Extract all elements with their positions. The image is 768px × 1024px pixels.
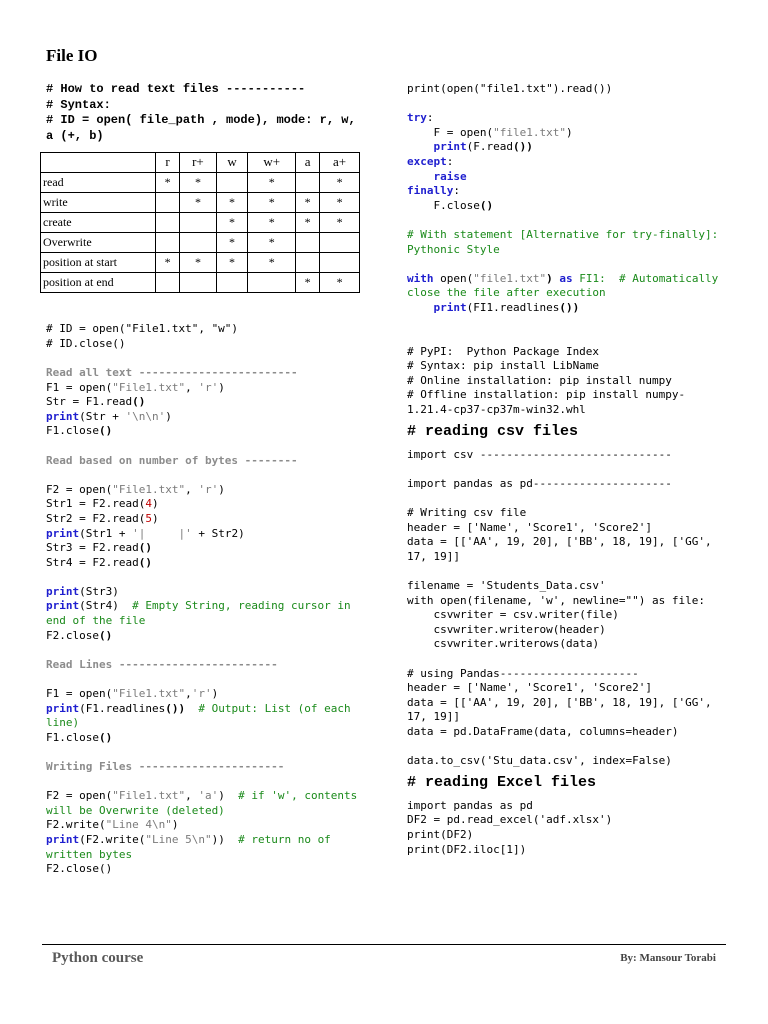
table-cell: * <box>180 253 217 273</box>
code-line: F2.write("Line 4\n") <box>46 818 179 832</box>
code-line: DF2 = pd.read_excel('adf.xlsx') <box>407 813 613 827</box>
section-read-bytes: Read based on number of bytes -------- <box>46 453 298 467</box>
code-line: Str4 = F2.read() <box>46 555 152 569</box>
footer-divider <box>42 944 726 945</box>
code-line: F1 = open("File1.txt",'r') <box>46 687 219 701</box>
table-cell: * <box>156 173 180 193</box>
row-label: write <box>41 193 156 213</box>
code-line: F1 = open("File1.txt", 'r') <box>46 380 225 394</box>
table-row <box>41 233 360 253</box>
table-cell: * <box>296 213 320 233</box>
table-cell: * <box>180 193 217 213</box>
table-cell <box>296 233 320 253</box>
table-row <box>41 213 360 233</box>
table-cell <box>180 233 217 253</box>
row-label: read <box>41 173 156 193</box>
code-line: finally: <box>407 184 460 198</box>
table-cell <box>320 233 360 253</box>
code-line: print(DF2.iloc[1]) <box>407 842 527 856</box>
table-cell: * <box>216 253 248 273</box>
code-line: Str = F1.read() <box>46 395 146 409</box>
table-header-row <box>41 153 360 173</box>
code-line: csvwriter.writerows(data) <box>407 637 600 651</box>
code-line: data = [['AA', 19, 20], ['BB', 18, 19], ['GG', 17, 19]] <box>407 695 719 724</box>
table-row <box>41 253 360 273</box>
footer-author: By: Mansour Torabi <box>620 952 716 964</box>
table-cell <box>296 173 320 193</box>
table-cell <box>156 273 180 293</box>
table-cell: * <box>320 273 360 293</box>
code-line: # ID = open("File1.txt", "w") <box>46 322 239 336</box>
table-header-cell: w+ <box>248 153 296 173</box>
code-line: print(F.read()) <box>433 140 533 154</box>
code-line: F2.close() <box>46 628 113 642</box>
table-cell <box>216 173 248 193</box>
heading-reading-excel: # reading Excel files <box>407 773 597 791</box>
code-line: print(F1.readlines()) # Output: List (of each line) <box>46 701 358 730</box>
open-syntax-comment: # ID = open( file_path , mode), mode: r, w, a (+, b) <box>46 113 363 143</box>
syntax-comment: # Syntax: <box>46 97 111 112</box>
table-cell: * <box>248 173 296 193</box>
table-cell: * <box>248 233 296 253</box>
section-writing-files: Writing Files ---------------------- <box>46 760 285 773</box>
table-cell <box>216 273 248 293</box>
table-cell: * <box>248 253 296 273</box>
section-read-lines: Read Lines ------------------------ <box>46 657 278 671</box>
code-line: raise <box>433 169 467 183</box>
table-cell: * <box>320 213 360 233</box>
table-cell: * <box>248 213 296 233</box>
table-cell: * <box>248 193 296 213</box>
file-modes-table <box>40 152 360 293</box>
code-line: print(DF2) <box>407 827 474 841</box>
left-column <box>43 82 364 877</box>
code-line: with open(filename, 'w', newline="") as file: <box>407 593 706 607</box>
code-line: # Writing csv file <box>407 506 527 520</box>
code-line: filename = 'Students_Data.csv' <box>407 579 606 592</box>
code-line: with open("file1.txt") as FI1: # Automatically close the file after execution <box>407 271 725 300</box>
code-line: header = ['Name', 'Score1', 'Score2'] <box>407 681 653 695</box>
code-line: data = [['AA', 19, 20], ['BB', 18, 19], ['GG', 17, 19]] <box>407 535 719 563</box>
code-line: header = ['Name', 'Score1', 'Score2'] <box>407 520 653 534</box>
heading-comment: # How to read text files ----------- <box>46 82 306 96</box>
code-line: csvwriter.writerow(header) <box>407 622 606 636</box>
table-cell <box>320 253 360 273</box>
code-line: F.close() <box>407 198 494 212</box>
code-line: data.to_csv('Stu_data.csv', index=False) <box>407 754 672 768</box>
code-line: # Offline installation: pip install numpy-1.21.4-cp37-cp37m-win32.whl <box>407 388 686 417</box>
code-line: print(FI1.readlines()) <box>433 300 580 314</box>
code-line: F = open("file1.txt") <box>407 125 573 139</box>
table-cell <box>248 273 296 293</box>
page-title: File IO <box>46 46 98 65</box>
table-cell <box>180 213 217 233</box>
code-line: import csv ----------------------------- <box>407 447 672 461</box>
table-header-cell: a <box>296 153 320 173</box>
table-header-cell: r <box>156 153 180 173</box>
table-header-cell: w <box>216 153 248 173</box>
section-read-all-text: Read all text ------------------------ <box>46 365 298 379</box>
right-column <box>407 82 727 857</box>
code-line: Str3 = F2.read() <box>46 541 152 555</box>
row-label: position at start <box>41 253 156 273</box>
heading-reading-csv: # reading csv files <box>407 422 579 440</box>
code-line: print(Str + '\n\n') <box>46 409 172 423</box>
code-line: F1.close() <box>46 730 113 744</box>
code-line: Str1 = F2.read(4) <box>46 497 159 511</box>
code-line: # using Pandas--------------------- <box>407 666 639 680</box>
code-line: data = pd.DataFrame(data, columns=header) <box>407 724 679 738</box>
table-cell: * <box>296 273 320 293</box>
table-header-cell: r+ <box>180 153 217 173</box>
code-line: F2.close() <box>46 862 113 876</box>
table-cell <box>156 213 180 233</box>
code-line: print(Str4) # Empty String, reading cursor in end of the file <box>46 599 358 628</box>
footer-course-name: Python course <box>52 950 144 966</box>
code-line: F2 = open("File1.txt", 'a') # if 'w', contents will be Overwrite (deleted) <box>46 789 364 817</box>
table-cell: * <box>216 213 248 233</box>
table-header-cell: a+ <box>320 153 360 173</box>
code-line: print(Str3) <box>46 584 119 598</box>
code-line: Str2 = F2.read(5) <box>46 511 159 525</box>
code-line: csvwriter = csv.writer(file) <box>407 608 619 622</box>
code-line: # Syntax: pip install LibName <box>407 359 600 373</box>
table-cell: * <box>320 193 360 213</box>
row-label: position at end <box>41 273 156 293</box>
code-line: print(F2.write("Line 5\n")) # return no of written bytes <box>46 832 338 861</box>
table-cell: * <box>320 173 360 193</box>
table-row <box>41 173 360 193</box>
code-line: F2 = open("File1.txt", 'r') <box>46 482 225 496</box>
table-cell: * <box>216 193 248 213</box>
table-cell <box>156 233 180 253</box>
code-line: import pandas as pd--------------------- <box>407 476 672 490</box>
table-header-cell <box>41 153 156 173</box>
code-line: except: <box>407 154 454 168</box>
row-label: create <box>41 213 156 233</box>
table-cell: * <box>216 233 248 253</box>
table-row <box>41 193 360 213</box>
code-line: # ID.close() <box>46 336 126 350</box>
code-comment: # With statement [Alternative for try-finally]: Pythonic Style <box>407 227 725 256</box>
table-cell: * <box>180 173 217 193</box>
table-cell: * <box>296 193 320 213</box>
table-cell <box>296 253 320 273</box>
code-line: try: <box>407 111 434 125</box>
code-line: import pandas as pd <box>407 798 533 812</box>
table-cell: * <box>156 253 180 273</box>
table-cell <box>156 193 180 213</box>
code-line: print(open("file1.txt").read()) <box>407 82 613 95</box>
code-line: F1.close() <box>46 424 113 438</box>
code-line: # Online installation: pip install numpy <box>407 373 672 387</box>
table-row <box>41 273 360 293</box>
row-label: Overwrite <box>41 233 156 253</box>
table-cell <box>180 273 217 293</box>
code-line: print(Str1 + '| |' + Str2) <box>46 526 245 540</box>
code-line: # PyPI: Python Package Index <box>407 344 600 358</box>
